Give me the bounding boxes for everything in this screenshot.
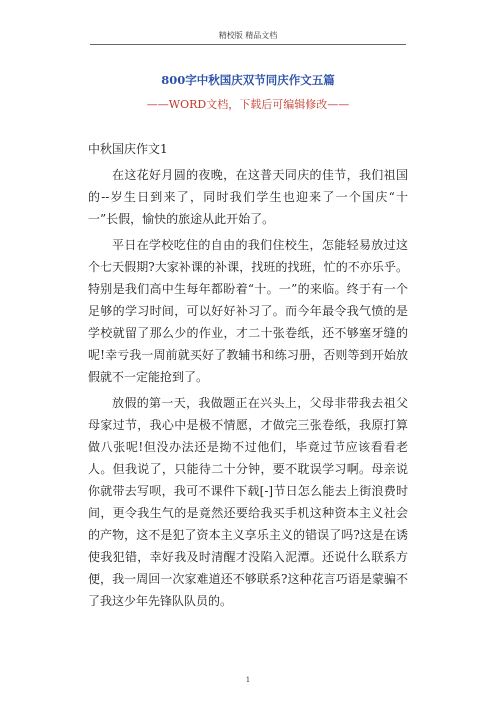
header-divider xyxy=(90,44,406,45)
page-number: 1 xyxy=(245,676,251,684)
document-subtitle: ——WORD文档，下载后可编辑修改—— xyxy=(146,98,350,111)
paragraph: 在这花好月圆的夜晚，在这普天同庆的佳节，我们祖国的--岁生日到来了，同时我们学生也迎来了一个国庆“十一”长假，愉快的旅途从此开始了。 xyxy=(88,168,408,226)
paragraph: 平日在学校吃住的自由的我们住校生，怎能轻易放过这个七天假期?大家补课的补课，找班的找班，忙的不亦乐乎。特别是我们高中生每年都盼着“十。一”的来临。终于有一个足够的学习时间，可以好好补习了。而今年最令我气愤的是学校就留了那么少的作业，才二十张卷纸，还不够塞牙缝的呢!幸亏我一周前就买好了教辅书和练习册，否则等到开始放假就不一定能抢到了。 xyxy=(88,238,408,384)
document-body xyxy=(88,138,408,616)
paragraph: 放假的第一天，我做题正在兴头上，父母非带我去祖父母家过节，我心中是极不情愿，才做完三张卷纸，我原打算做八张呢!但没办法还是拗不过他们，毕竟过节应该看看老人。但我说了，只能待二十分钟，要不耽误学习啊。母亲说你就带去写呗，我可不课件下载[-]节日怎么能去上街浪费时间，更令我生气的是竟然还要给我买手机这种资本主义社会的产物，这不是犯了资本主义享乐主义的错误了吗?这是在诱使我犯错，幸好我及时清醒才没陷入泥潭。还说什么联系方便，我一周回一次家难道还不够联系?这种花言巧语是蒙骗不了我这少年先锋队队员的。 xyxy=(88,396,408,608)
page-header: 精校版 精品文档 xyxy=(218,31,278,40)
document-title: 800字中秋国庆双节同庆作文五篇 xyxy=(161,73,335,87)
section-heading: 中秋国庆作文1 xyxy=(88,142,168,156)
